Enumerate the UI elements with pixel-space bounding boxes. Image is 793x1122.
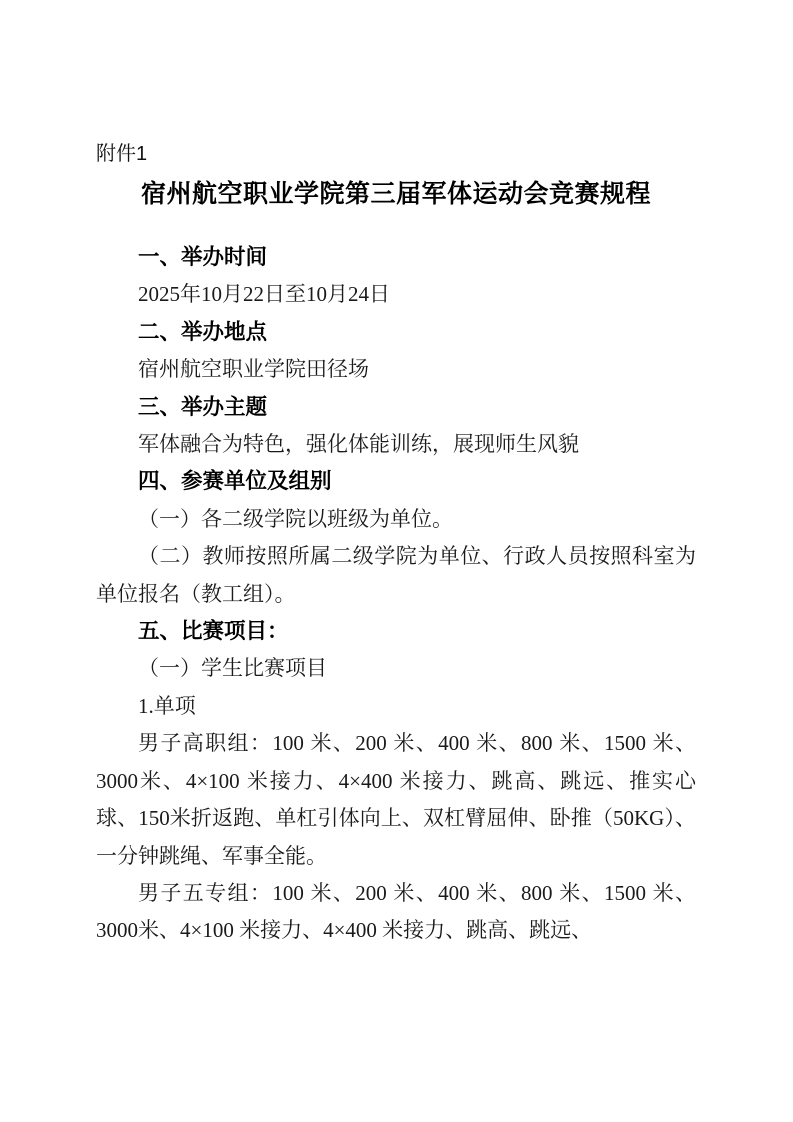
paragraph: （二）教师按照所属二级学院为单位、行政人员按照科室为单位报名（教工组）。 — [96, 544, 696, 606]
section-heading: 三、举办主题 — [138, 394, 268, 419]
document-body — [96, 239, 696, 950]
paragraph: 男子五专组：100 米、200 米、400 米、800 米、1500 米、3000米、4×100 米接力、4×400 米接力、跳高、跳远、 — [96, 880, 696, 943]
section-participating-units — [96, 463, 696, 613]
paragraph: 1.单项 — [138, 693, 196, 718]
section-heading: 五、比赛项目： — [138, 619, 289, 644]
paragraph: （一）各二级学院以班级为单位。 — [138, 506, 453, 531]
document-title: 宿州航空职业学院第三届军体运动会竞赛规程 — [140, 181, 651, 208]
paragraph: （一）学生比赛项目 — [138, 656, 327, 681]
section-heading: 四、参赛单位及组别 — [138, 469, 332, 494]
paragraph: 2025年10月22日至10月24日 — [138, 282, 390, 307]
section-heading: 二、举办地点 — [138, 319, 268, 344]
section-event-location — [96, 314, 696, 389]
paragraph: 宿州航空职业学院田径场 — [138, 357, 369, 382]
attachment-label: 附件1 — [96, 143, 148, 165]
section-competition-events — [96, 613, 696, 950]
section-event-time — [96, 239, 696, 314]
section-heading: 一、举办时间 — [138, 245, 268, 269]
paragraph: 男子高职组：100 米、200 米、400 米、800 米、1500 米、3000米、4×100 米接力、4×400 米接力、跳高、跳远、推实心球、150米折返跑、单杠引体向上、双杠臂屈伸、卧推（50KG）、一分钟跳绳、军事全能。 — [96, 731, 696, 868]
paragraph: 军体融合为特色，强化体能训练，展现师生风貌 — [138, 432, 579, 457]
section-event-theme — [96, 389, 696, 464]
